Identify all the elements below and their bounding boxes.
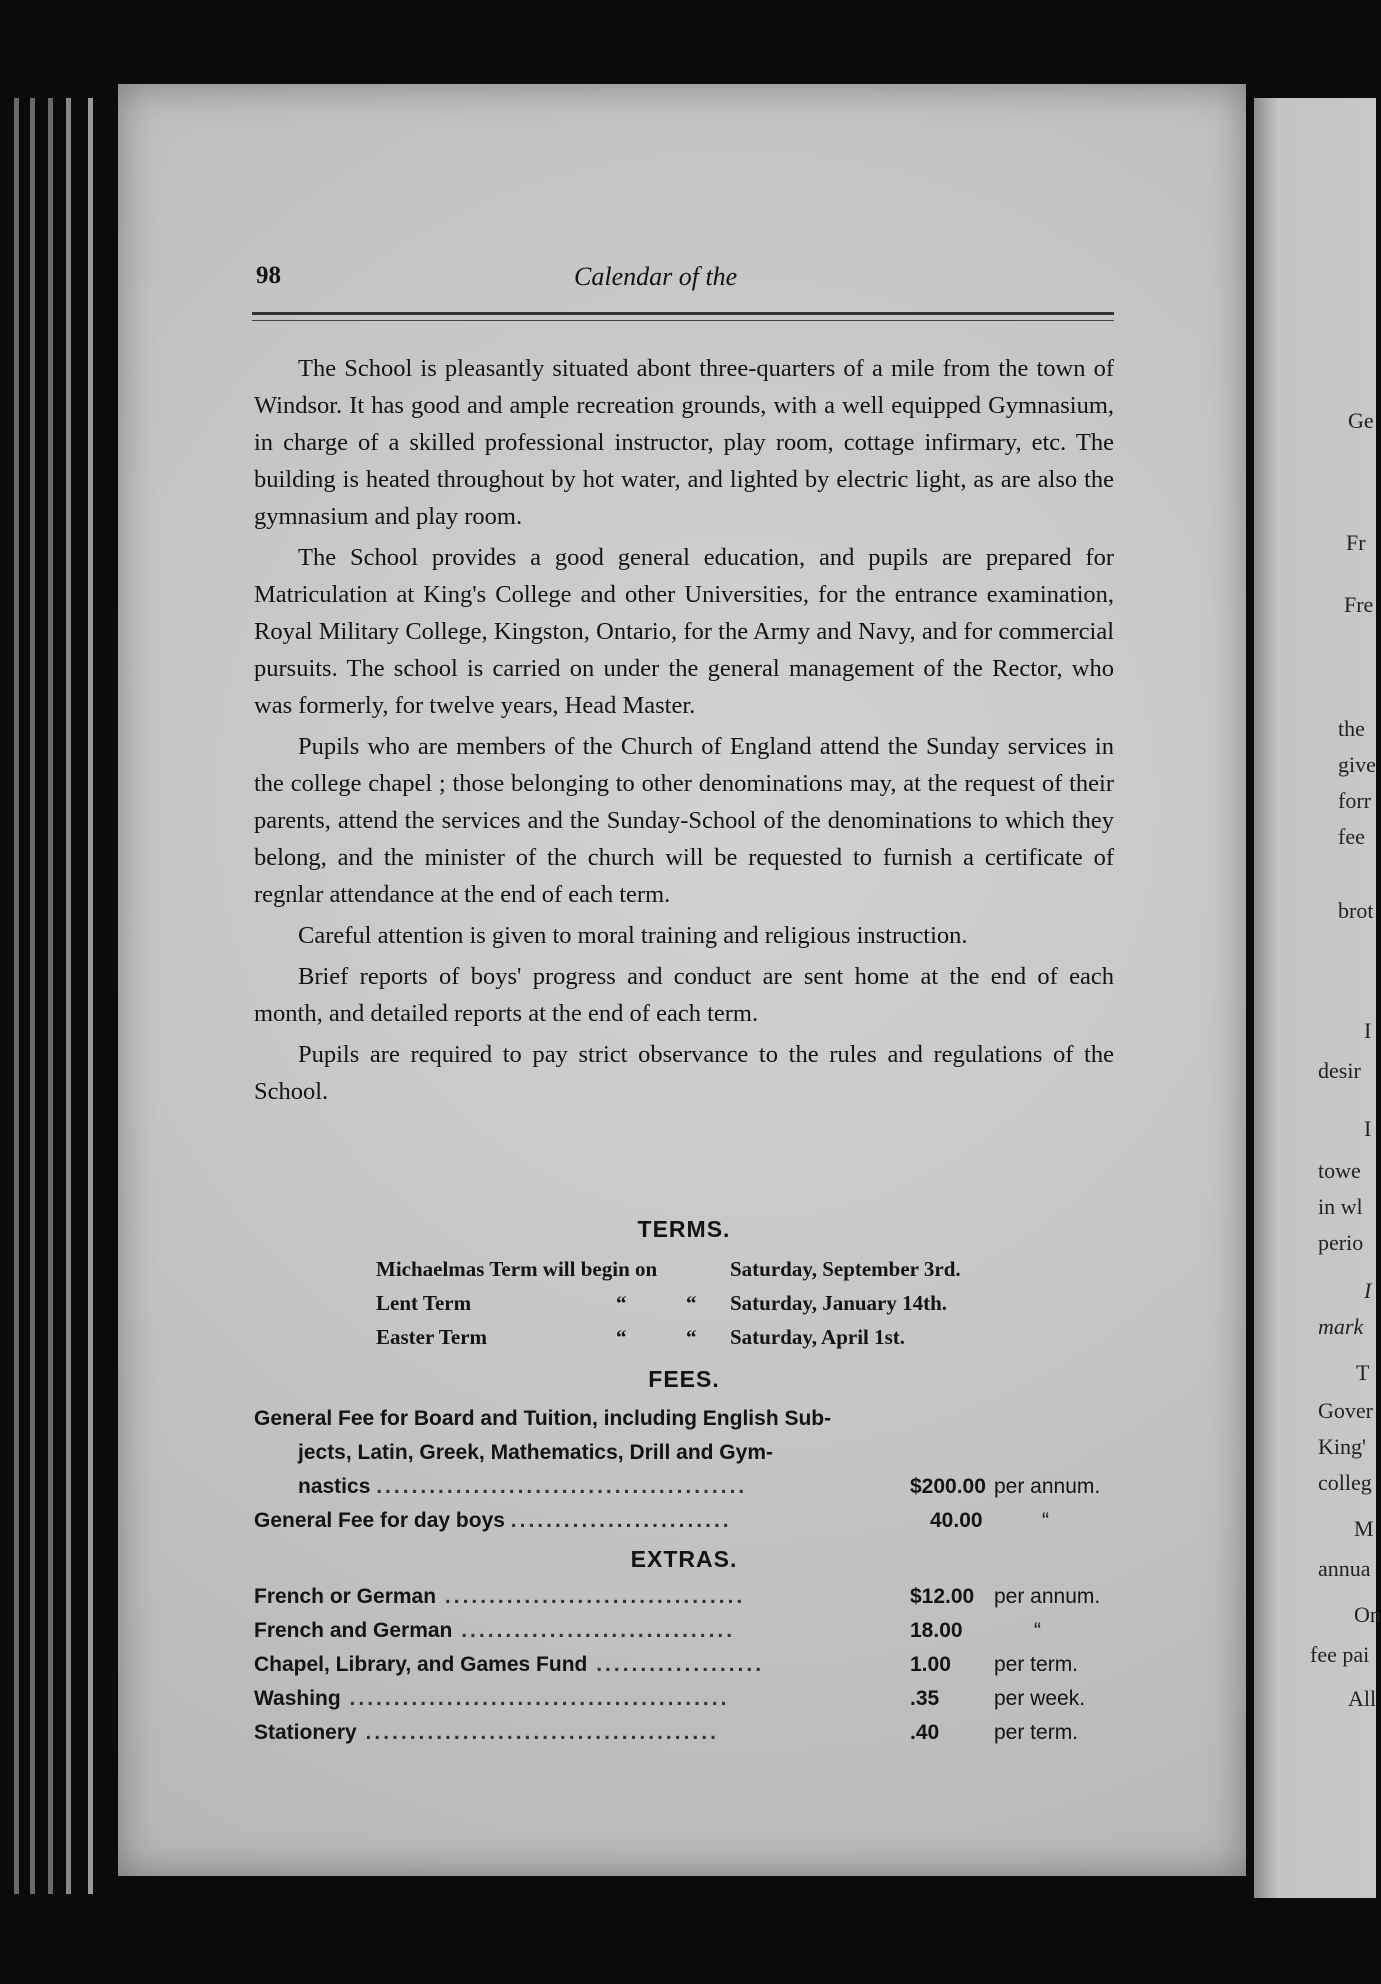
fee-unit: “	[1042, 1509, 1049, 1532]
term-date: Saturday, January 14th.	[730, 1291, 948, 1315]
facing-fragment: I	[1364, 1116, 1372, 1141]
leader-dots: ...............................	[452, 1619, 736, 1642]
facing-page	[1254, 98, 1381, 1898]
book-edge	[88, 98, 93, 1894]
extra-unit: “	[1034, 1619, 1041, 1642]
fees-table	[254, 1402, 1114, 1538]
extra-amount: 18.00	[910, 1619, 963, 1642]
paragraph: The School provides a good general education, and pupils are prepared for Matriculation at King's College and other Universities, for the entrance examination, Royal Military College, Kingston, Ontario, for the Army and Navy, and for commercial pursuits. The school is carried on under the general management of the Rector, who was formerly, for twelve years, Head Master.	[254, 544, 1114, 719]
extra-label: Stationery	[254, 1721, 357, 1744]
leader-dots: ..........................................	[376, 1475, 748, 1498]
ditto-mark: “	[616, 1325, 627, 1349]
extra-line	[254, 1580, 1114, 1614]
paragraph: Pupils are required to pay strict observance to the rules and regulations of the School.	[254, 1041, 1114, 1105]
facing-fragment: Gover	[1318, 1398, 1373, 1423]
paragraph: The School is pleasantly situated abont three-quarters of a mile from the town of Windsor. It has good and ample recreation grounds, with a well equipped Gymnasium, in charge of a skilled professional instructor, play room, cottage infirmary, etc. The building is heated throughout by hot water, and lighted by electric light, as are also the gymnasium and play room.	[254, 355, 1114, 530]
paragraph: Careful attention is given to moral training and religious instruction.	[298, 922, 968, 949]
extra-line	[254, 1614, 1114, 1648]
facing-fragment: I	[1364, 1278, 1372, 1303]
facing-fragment: in wl	[1318, 1194, 1363, 1219]
leader-dots: ...................	[587, 1653, 765, 1676]
extra-line	[254, 1648, 1114, 1682]
facing-fragment: towe	[1318, 1158, 1361, 1183]
facing-fragment: All	[1348, 1686, 1377, 1711]
extra-line	[254, 1682, 1114, 1716]
facing-fragment: I	[1364, 1018, 1372, 1043]
facing-fragment: T	[1356, 1360, 1370, 1385]
term-date: Saturday, April 1st.	[730, 1325, 906, 1349]
facing-fragment: colleg	[1318, 1470, 1372, 1495]
facing-fragment: forr	[1338, 788, 1371, 813]
extra-unit: per week.	[994, 1687, 1086, 1710]
extras-heading: EXTRAS.	[630, 1546, 738, 1572]
ditto-mark: “	[616, 1291, 627, 1315]
facing-fragment: give	[1338, 752, 1376, 777]
extra-amount: 1.00	[910, 1653, 951, 1676]
extra-label: Chapel, Library, and Games Fund	[254, 1653, 588, 1676]
leader-dots: ...........................................	[340, 1687, 730, 1710]
facing-fragment: perio	[1318, 1230, 1364, 1255]
ditto-mark: “	[686, 1325, 697, 1349]
term-name: Lent Term	[376, 1291, 472, 1315]
term-date: Saturday, September 3rd.	[730, 1257, 961, 1281]
header-rule	[252, 320, 1114, 321]
book-edge	[30, 98, 35, 1894]
paragraph: Pupils who are members of the Church of England attend the Sunday services in the college chapel ; those belonging to other denominations may, at the request of their parents, attend the services and the Sunday-School of the denominations to which they belong, and the minister of the church will be requested to furnish a certificate of regnlar attendance at the end of each term.	[254, 733, 1114, 908]
leader-dots: ..................................	[436, 1585, 746, 1608]
term-name: Easter Term	[376, 1325, 488, 1349]
extra-amount: .40	[910, 1721, 940, 1744]
leader-dots: .........................	[510, 1509, 732, 1532]
facing-fragment: desir	[1318, 1058, 1361, 1083]
body-text	[254, 350, 1114, 1114]
book-edge	[14, 98, 19, 1894]
ditto-mark: “	[686, 1291, 697, 1315]
extra-line	[254, 1716, 1114, 1750]
leader-dots: ........................................	[356, 1721, 719, 1744]
extra-label: Washing	[254, 1687, 341, 1710]
facing-fragment: Fr	[1346, 530, 1366, 555]
fee-line: jects, Latin, Greek, Mathematics, Drill and Gym-	[298, 1441, 773, 1464]
fee-line	[254, 1504, 1114, 1538]
term-name: Michaelmas Term will begin on	[376, 1257, 658, 1281]
extras-table	[254, 1580, 1114, 1750]
fee-label: nastics	[298, 1475, 371, 1498]
facing-fragment: King'	[1318, 1434, 1366, 1459]
book-edge	[66, 98, 71, 1894]
running-title: Calendar of the	[574, 262, 738, 291]
fee-line	[254, 1470, 1114, 1504]
facing-fragment: fee	[1338, 824, 1365, 849]
fee-amount: 40.00	[930, 1509, 983, 1532]
extra-label: French and German	[254, 1619, 453, 1642]
extra-unit: per term.	[994, 1653, 1079, 1676]
extra-amount: $12.00	[910, 1585, 975, 1608]
extra-label: French or German	[254, 1585, 437, 1608]
facing-fragment: On	[1354, 1602, 1381, 1627]
facing-fragment: brot	[1338, 898, 1374, 923]
page-number: 98	[256, 262, 281, 289]
facing-fragment: Fre	[1344, 592, 1374, 617]
header-rule	[252, 312, 1114, 315]
facing-fragment: the	[1338, 716, 1365, 741]
extra-amount: .35	[910, 1687, 940, 1710]
facing-fragment: fee pai	[1310, 1642, 1370, 1667]
facing-fragment: Ge	[1348, 408, 1374, 433]
facing-fragment: M	[1354, 1516, 1374, 1541]
fee-line: General Fee for Board and Tuition, including English Sub-	[254, 1407, 832, 1430]
facing-fragment: mark	[1318, 1314, 1364, 1339]
facing-fragment: annua	[1318, 1556, 1371, 1581]
fees-heading: FEES.	[648, 1366, 720, 1392]
terms-heading: TERMS.	[637, 1216, 731, 1242]
fee-amount: $200.00	[910, 1475, 986, 1498]
extra-unit: per term.	[994, 1721, 1079, 1744]
extra-unit: per annum.	[994, 1585, 1101, 1608]
book-edge	[48, 98, 53, 1894]
fee-unit: per annum.	[994, 1475, 1101, 1498]
paragraph: Brief reports of boys' progress and conduct are sent home at the end of each month, and detailed reports at the end of each term.	[254, 963, 1114, 1027]
fee-label: General Fee for day boys	[254, 1509, 505, 1532]
page-header	[256, 262, 1116, 302]
